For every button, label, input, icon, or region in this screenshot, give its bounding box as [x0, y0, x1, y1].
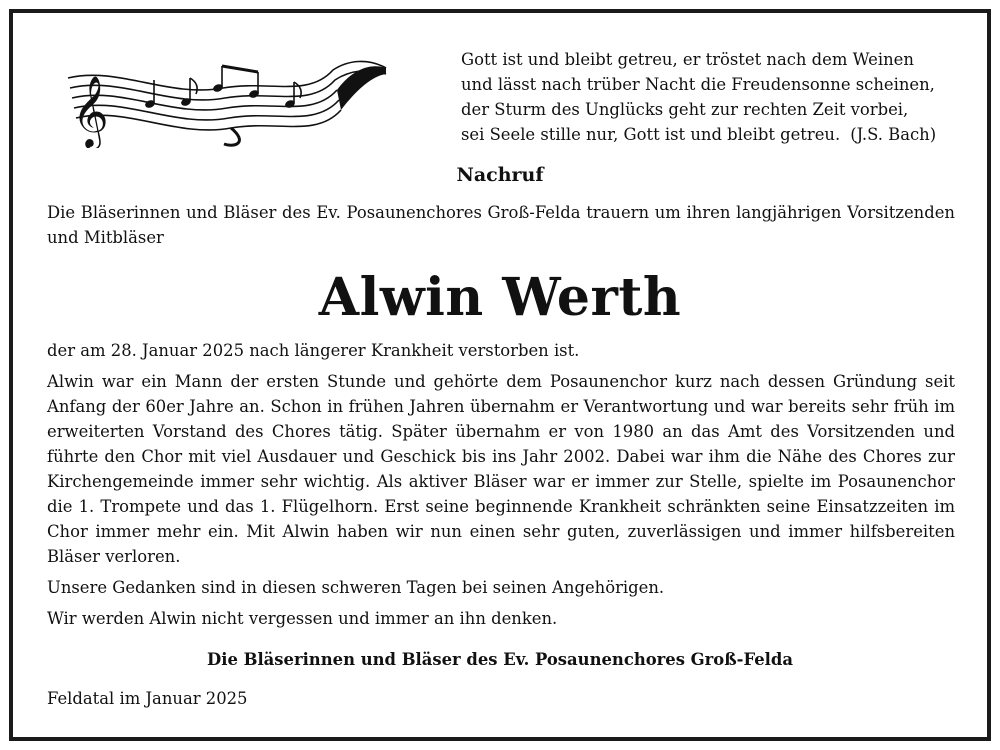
signature: Die Bläserinnen und Bläser des Ev. Posaunenchores Groß-Felda	[207, 650, 793, 669]
quote-line: und lässt nach trüber Nacht die Freudensonne scheinen,	[461, 75, 935, 94]
remembrance-text: Wir werden Alwin nicht vergessen und immer an ihn denken.	[47, 609, 558, 628]
tribute-paragraph: Alwin war ein Mann der ersten Stunde und gehörte dem Posaunenchor kurz nach dessen Gründung seit Anfang der 60er Jahre an. Schon in frühen Jahren übernahm er Verantwortung und war bereits sehr früh im erweiterten Vorstand des Chores tätig. Später übernahm er von 1980 an das Amt des Vorsitzenden und führte den Chor mit viel Ausdauer und Geschick bis ins Jahr 2002. Dabei war ihm die Nähe des Chores zur Kirchengemeinde immer sehr wichtig. Als aktiver Bläser war er immer zur Stelle, spielte im Posaunenchor die 1. Trompete und das 1. Flügelhorn. Erst seine beginnende Krankheit schränkten seine Einsatzzeiten im Chor immer mehr ein. Mit Alwin haben wir nun einen sehr guten, zuverlässigen und immer hilfsbereiten Bläser verloren.	[47, 372, 955, 566]
place-date: Feldatal im Januar 2025	[47, 689, 248, 708]
music-notes-icon	[58, 58, 388, 148]
quote-line-text: sei Seele stille nur, Gott ist und bleibt getreu.	[461, 125, 841, 144]
bach-quote	[461, 47, 981, 147]
page-title: Nachruf	[456, 164, 544, 186]
svg-text:𝄞: 𝄞	[72, 74, 109, 147]
quote-line: Gott ist und bleibt getreu, er tröstet nach dem Weinen	[461, 50, 914, 69]
quote-line-last	[461, 122, 981, 147]
intro-text: Die Bläserinnen und Bläser des Ev. Posaunenchores Groß-Felda trauern um ihren langjährigen Vorsitzenden und Mitbläser	[47, 203, 955, 247]
death-date-text: der am 28. Januar 2025 nach längerer Krankheit verstorben ist.	[47, 341, 580, 360]
condolence-text: Unsere Gedanken sind in diesen schweren Tagen bei seinen Angehörigen.	[47, 578, 665, 597]
deceased-name: Alwin Werth	[318, 267, 682, 328]
quote-line: der Sturm des Unglücks geht zur rechten Zeit vorbei,	[461, 100, 909, 119]
quote-author: (J.S. Bach)	[850, 125, 937, 144]
